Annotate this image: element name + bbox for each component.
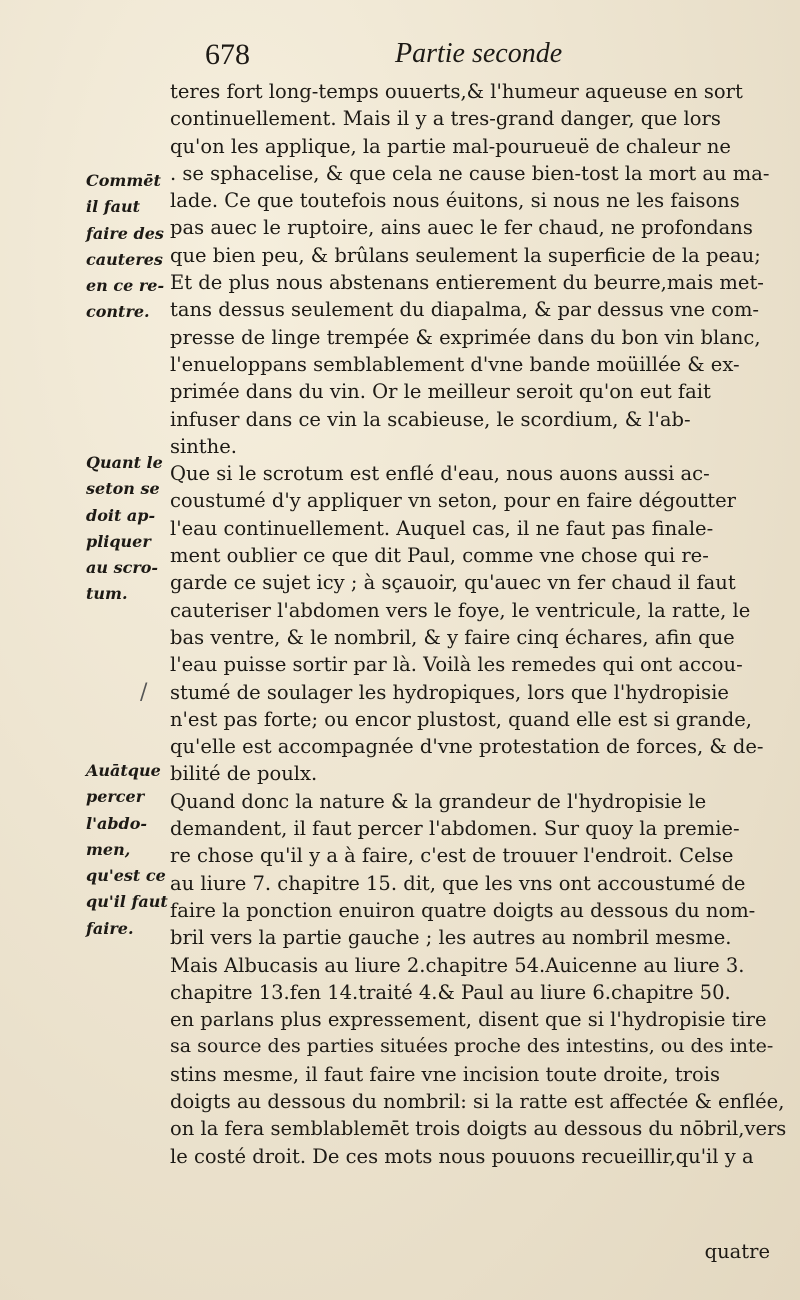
margin-note-line: tum. [86, 584, 128, 604]
margin-note-line: qu'il faut [86, 892, 168, 912]
catchword: quatre [704, 1240, 770, 1263]
text-line: l'enueloppans semblablement d'vne bande moüillée & ex- [170, 352, 740, 376]
text-line: stumé de soulager les hydropiques, lors que l'hydropisie [170, 680, 729, 704]
text-line: primée dans du vin. Or le meilleur seroit qu'on eut fait [170, 380, 711, 404]
text-line: que bien peu, & brûlans seulement la superficie de la peau; [170, 243, 761, 267]
text-line: le costé droit. De ces mots nous pouuons recueillir,qu'il y a [170, 1144, 754, 1168]
margin-note-line: Commēt [86, 171, 161, 190]
margin-note-line: seton se [86, 479, 160, 499]
margin-note-line: Quant le [86, 453, 163, 472]
text-line: presse de linge trempée & exprimée dans du bon vin blanc, [170, 325, 761, 349]
text-line: bas ventre, & le nombril, & y faire cinq échares, afin que [170, 625, 735, 649]
body-text [170, 78, 788, 1170]
text-line: doigts au dessous du nombril: si la ratte est affectée & enflée, [170, 1089, 785, 1113]
text-line: chapitre 13.fen 14.traité 4.& Paul au liure 6.chapitre 50. [170, 980, 731, 1004]
text-line: re chose qu'il y a à faire, c'est de trouuer l'endroit. Celse [170, 844, 734, 868]
ink-mark: / [140, 680, 148, 705]
margin-note-line: cauteres [86, 249, 163, 269]
text-line: Et de plus nous abstenans entierement du beurre,mais met- [170, 271, 764, 295]
margin-note-line: percer [86, 787, 145, 807]
text-line: n'est pas forte; ou encor plustost, quand elle est si grande, [170, 707, 753, 731]
margin-note [86, 450, 186, 608]
text-line: ment oublier ce que dit Paul, comme vne chose qui re- [170, 544, 709, 568]
text-line: bilité de poulx. [170, 762, 318, 786]
margin-note-line: faire. [86, 918, 134, 938]
text-line: l'eau puisse sortir par là. Voilà les remedes qui ont accou- [170, 653, 743, 677]
text-line: garde ce sujet icy ; à sçauoir, qu'auec vn fer chaud il faut [170, 571, 736, 595]
text-line: on la fera semblablemēt trois doigts au dessous du nōbril,vers [170, 1117, 787, 1141]
margin-note [86, 168, 186, 326]
margin-note-line: faire des [86, 223, 164, 243]
text-line: en parlans plus expressement, disent que si l'hydropisie tire [170, 1008, 767, 1032]
text-line: continuellement. Mais il y a tres-grand danger, que lors [170, 107, 721, 131]
text-line: Que si le scrotum est enflé d'eau, nous auons aussi ac- [170, 462, 710, 486]
text-line: demandent, il faut percer l'abdomen. Sur quoy la premie- [170, 817, 740, 841]
margin-note-line: pliquer [86, 531, 151, 551]
margin-note [86, 758, 186, 942]
text-line: Mais Albucasis au liure 2.chapitre 54.Auicenne au liure 3. [170, 953, 745, 977]
margin-note-line: Auātque [86, 761, 161, 780]
page-header [205, 38, 605, 78]
margin-note-line: l'abdo- [86, 813, 148, 833]
text-line: sinthe. [170, 434, 237, 458]
text-line: coustumé d'y appliquer vn seton, pour en faire dégoutter [170, 489, 737, 513]
text-line: sa source des parties situées proche des intestins, ou des inte- [170, 1035, 774, 1058]
page-number: 678 [205, 38, 250, 71]
margin-note-line: au scro- [86, 558, 159, 578]
text-line: bril vers la partie gauche ; les autres au nombril mesme. [170, 926, 732, 950]
margin-note-line: contre. [86, 302, 150, 322]
margin-note-line: en ce re- [86, 276, 165, 296]
margin-note-line: doit ap- [86, 505, 156, 525]
text-line: pas auec le ruptoire, ains auec le fer chaud, ne profondans [170, 216, 753, 240]
text-line: cauteriser l'abdomen vers le foye, le ventricule, la ratte, le [170, 598, 751, 622]
margin-note-line: men, [86, 839, 131, 859]
running-title: Partie seconde [395, 38, 563, 69]
text-line: l'eau continuellement. Auquel cas, il ne faut pas finale- [170, 516, 714, 540]
text-line: stins mesme, il faut faire vne incision toute droite, trois [170, 1062, 720, 1086]
text-line: tans dessus seulement du diapalma, & par dessus vne com- [170, 298, 760, 322]
text-line: . se sphacelise, & que cela ne cause bien-tost la mort au ma- [170, 161, 770, 185]
text-line: teres fort long-temps ouuerts,& l'humeur aqueuse en sort [170, 80, 743, 103]
text-line: au liure 7. chapitre 15. dit, que les vns ont accoustumé de [170, 871, 746, 895]
text-line: faire la ponction enuiron quatre doigts au dessous du nom- [170, 898, 756, 922]
text-line: lade. Ce que toutefois nous éuitons, si nous ne les faisons [170, 189, 740, 213]
margin-note-line: il faut [86, 197, 140, 217]
text-line: Quand donc la nature & la grandeur de l'hydropisie le [170, 789, 707, 813]
margin-note-line: qu'est ce [86, 866, 166, 886]
text-line: infuser dans ce vin la scabieuse, le scordium, & l'ab- [170, 407, 691, 431]
text-line: qu'on les applique, la partie mal-pourueuë de chaleur ne [170, 134, 731, 158]
text-line: qu'elle est accompagnée d'vne protestation de forces, & de- [170, 735, 764, 759]
